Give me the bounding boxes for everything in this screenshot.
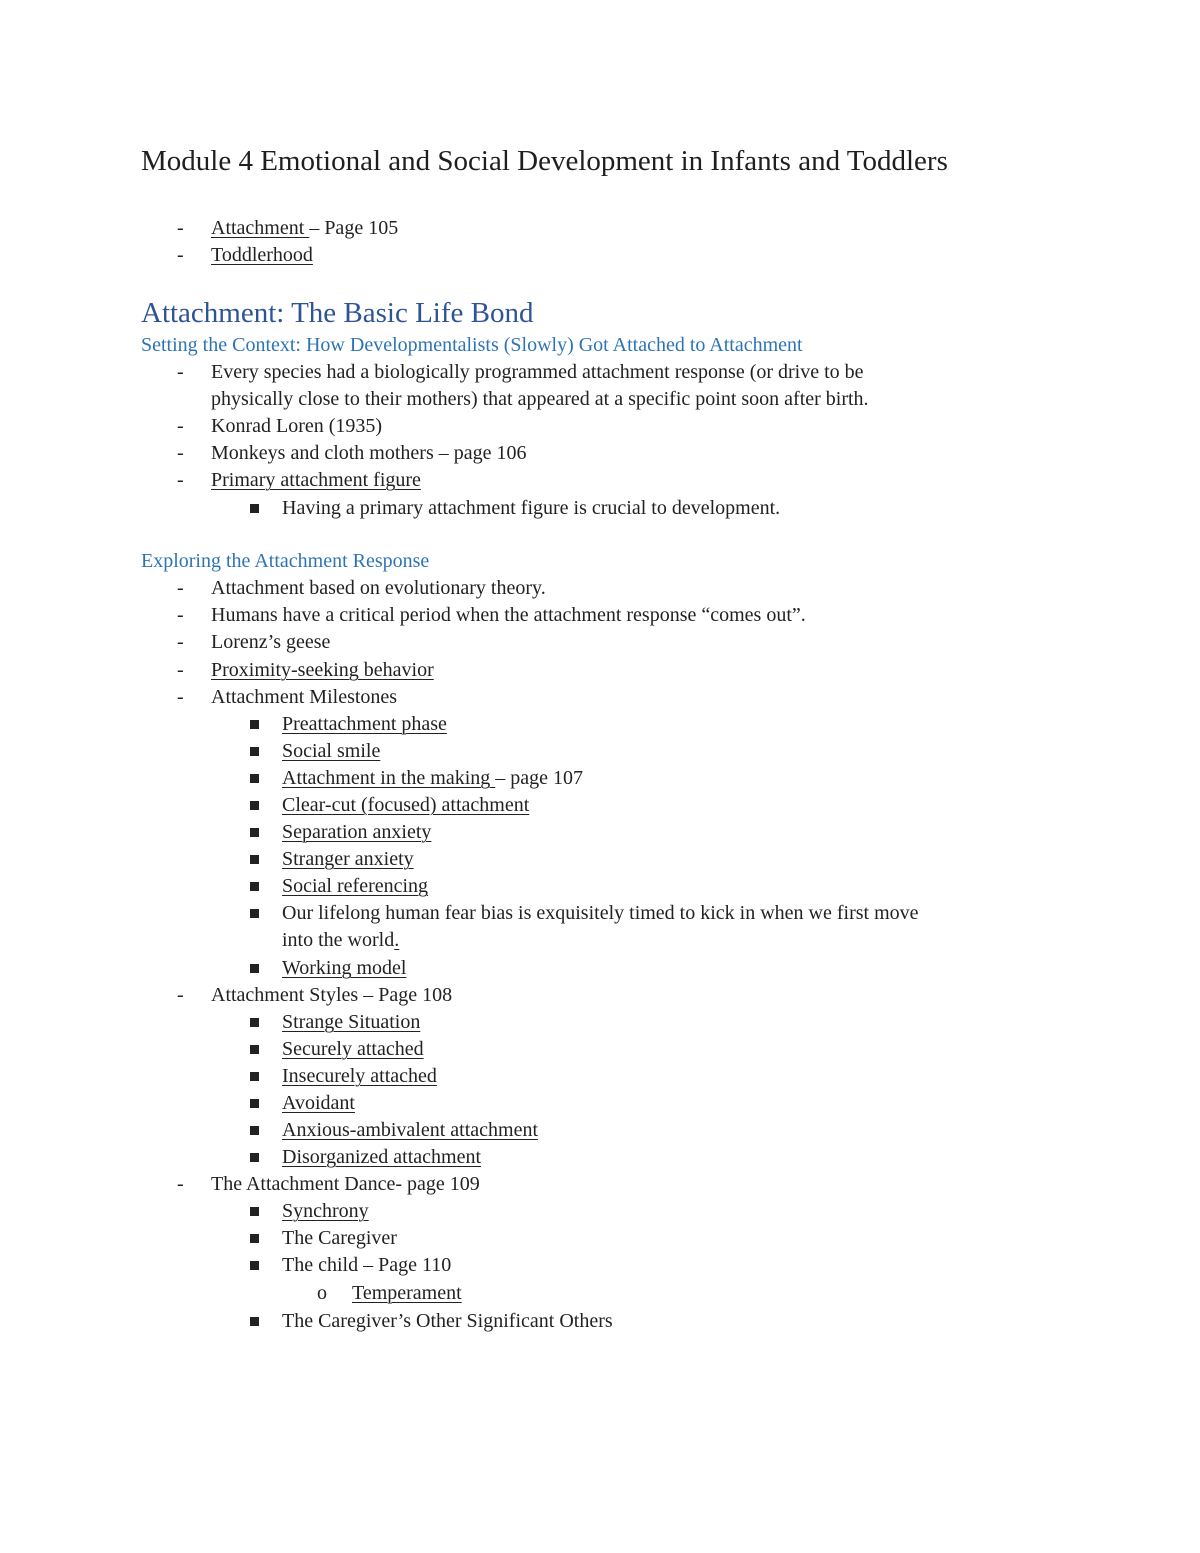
list-item-text: Monkeys and cloth mothers – page 106	[211, 442, 527, 464]
square-bullet-icon	[250, 1153, 259, 1162]
circle-bullet-icon: o	[317, 1282, 327, 1304]
dash-bullet: -	[177, 659, 184, 681]
link-term[interactable]: Social referencing	[282, 875, 429, 897]
list-item-text: The Caregiver	[282, 1227, 397, 1249]
link-term[interactable]: Synchrony	[282, 1200, 369, 1222]
square-bullet-icon	[250, 774, 259, 783]
dash-bullet: -	[177, 984, 184, 1006]
square-bullet-icon	[250, 801, 259, 810]
dash-bullet: -	[177, 442, 184, 464]
dash-bullet: -	[177, 415, 184, 437]
list-item-text: physically close to their mothers) that appeared at a specific point soon after birth.	[211, 388, 869, 410]
link-proximity-seeking[interactable]: Proximity-seeking behavior	[211, 659, 434, 681]
link-term[interactable]: Stranger anxiety	[282, 848, 414, 870]
dash-bullet: -	[177, 631, 184, 653]
square-bullet-icon	[250, 909, 259, 918]
square-bullet-icon	[250, 504, 259, 513]
square-bullet-icon	[250, 882, 259, 891]
list-item-text: Every species had a biologically programmed attachment response (or drive to be	[211, 361, 864, 383]
square-bullet-icon	[250, 1261, 259, 1270]
toc-link-toddlerhood[interactable]: Toddlerhood	[211, 244, 313, 266]
list-item-text: Humans have a critical period when the attachment response “comes out”.	[211, 604, 806, 626]
square-bullet-icon	[250, 1045, 259, 1054]
subsection-heading-exploring: Exploring the Attachment Response	[141, 550, 430, 572]
link-term[interactable]: Social smile	[282, 740, 381, 762]
dash-bullet: -	[177, 469, 184, 491]
list-item-text: Attachment Styles – Page 108	[211, 984, 453, 1006]
link-term[interactable]: Disorganized attachment	[282, 1146, 482, 1168]
square-bullet-icon	[250, 747, 259, 756]
list-item-text: Our lifelong human fear bias is exquisitely timed to kick in when we first move	[282, 902, 919, 924]
list-item-text: Lorenz’s geese	[211, 631, 331, 653]
link-term[interactable]: Anxious-ambivalent attachment	[282, 1119, 539, 1141]
list-item-text: The Caregiver’s Other Significant Others	[282, 1310, 613, 1332]
dash-bullet: -	[177, 217, 184, 239]
square-bullet-icon	[250, 1126, 259, 1135]
dash-bullet: -	[177, 244, 184, 266]
list-item-text: The child – Page 110	[282, 1254, 452, 1276]
square-bullet-icon	[250, 720, 259, 729]
dash-bullet: -	[177, 1173, 184, 1195]
link-term[interactable]: Temperament	[352, 1282, 462, 1304]
list-item-text: into the world	[282, 929, 395, 951]
square-bullet-icon	[250, 828, 259, 837]
link-term[interactable]: Clear-cut (focused) attachment	[282, 794, 530, 816]
link-term[interactable]: Separation anxiety	[282, 821, 432, 843]
list-item-text: Having a primary attachment figure is crucial to development.	[282, 497, 781, 519]
document-title: Module 4 Emotional and Social Development in Infants and Toddlers	[141, 145, 948, 177]
toc-link-attachment[interactable]: Attachment	[211, 217, 310, 239]
list-item-text: The Attachment Dance- page 109	[211, 1173, 480, 1195]
list-item-text: Attachment based on evolutionary theory.	[211, 577, 546, 599]
dash-bullet: -	[177, 361, 184, 383]
link-term[interactable]: Insecurely attached	[282, 1065, 437, 1087]
dash-bullet: -	[177, 577, 184, 599]
link-term[interactable]: Securely attached	[282, 1038, 424, 1060]
section-heading: Attachment: The Basic Life Bond	[141, 297, 534, 329]
link-term[interactable]: Avoidant	[282, 1092, 355, 1114]
dash-bullet: -	[177, 604, 184, 626]
link-primary-attachment-figure[interactable]: Primary attachment figure	[211, 469, 421, 491]
link-term[interactable]: Preattachment phase	[282, 713, 447, 735]
toc-page: – Page 105	[309, 217, 399, 239]
list-item-text: Konrad Loren (1935)	[211, 415, 383, 437]
square-bullet-icon	[250, 1018, 259, 1027]
square-bullet-icon	[250, 1317, 259, 1326]
page-reference: – page 107	[495, 767, 584, 789]
square-bullet-icon	[250, 1099, 259, 1108]
square-bullet-icon	[250, 964, 259, 973]
link-term[interactable]: Strange Situation	[282, 1011, 421, 1033]
period-mark: .	[394, 929, 400, 951]
subsection-heading-context: Setting the Context: How Developmentalists (Slowly) Got Attached to Attachment	[141, 334, 803, 356]
list-item-text: Attachment Milestones	[211, 686, 398, 708]
square-bullet-icon	[250, 1072, 259, 1081]
square-bullet-icon	[250, 855, 259, 864]
link-term[interactable]: Attachment in the making	[282, 767, 496, 789]
square-bullet-icon	[250, 1234, 259, 1243]
dash-bullet: -	[177, 686, 184, 708]
link-term[interactable]: Working model	[282, 957, 407, 979]
square-bullet-icon	[250, 1207, 259, 1216]
